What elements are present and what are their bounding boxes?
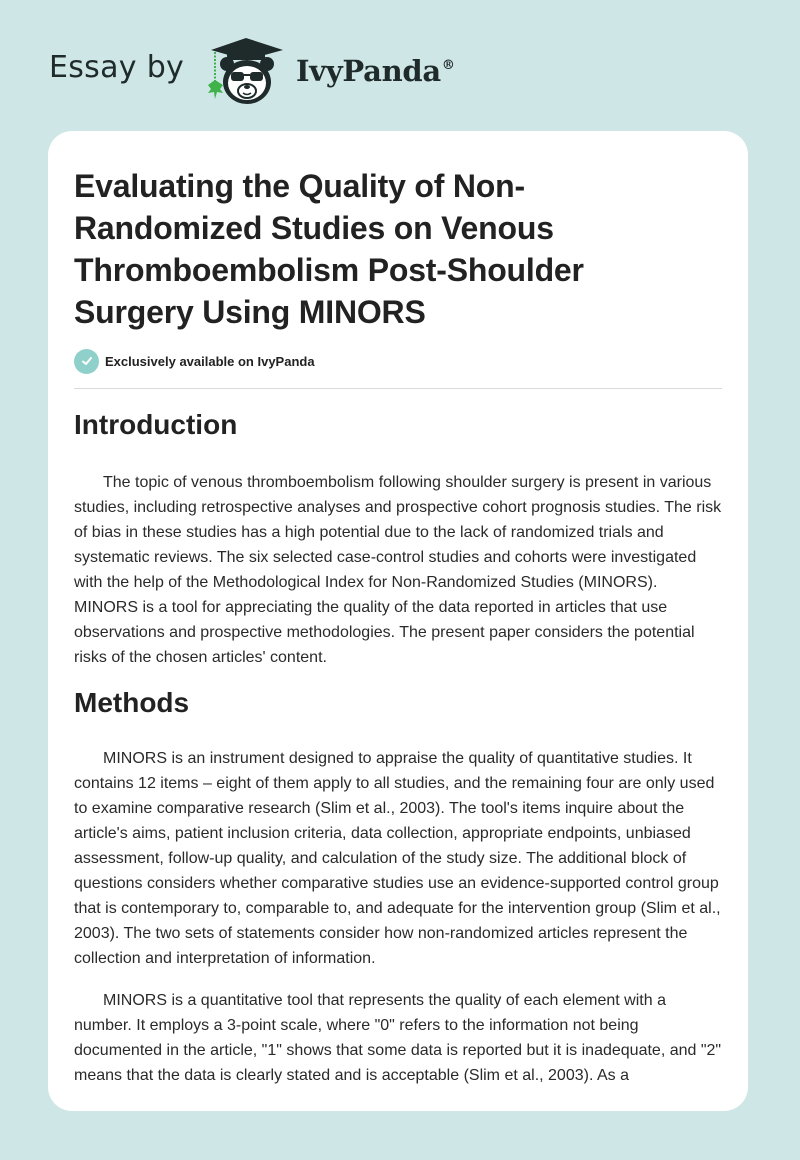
title-line: Randomized Studies on Venous: [74, 210, 554, 246]
panda-graduate-icon[interactable]: [203, 36, 288, 108]
essay-by-label: Essay by: [49, 50, 185, 85]
paragraph: The topic of venous thromboembolism following shoulder surgery is present in various studies, including retrospective analyses and prospective cohort prognosis studies. The risk of bias in these studies has a high potential due to the lack of randomized trials and systematic reviews. The six selected case-control studies and cohorts were investigated with the help of the Methodological Index for Non-Randomized Studies (MINORS). MINORS is a tool for appreciating the quality of the data reported in articles that use observations and prospective methodologies. The present paper considers the potential risks of the chosen articles' content.: [74, 474, 722, 666]
brand-name[interactable]: [296, 54, 455, 88]
title-line: Evaluating the Quality of Non-: [74, 168, 525, 204]
essay-card: [48, 131, 748, 1111]
section-heading-methods: Methods: [74, 687, 190, 718]
exclusive-badge: [74, 348, 315, 374]
title-line: Thromboembolism Post-Shoulder: [74, 252, 584, 288]
brand-text: IvyPanda: [296, 54, 441, 88]
exclusive-badge-label: Exclusively available on IvyPanda: [105, 353, 315, 369]
check-circle-icon: [74, 349, 99, 374]
section-heading-introduction: Introduction: [74, 409, 238, 440]
title-line: Surgery Using MINORS: [74, 294, 426, 330]
paragraph: MINORS is a quantitative tool that represents the quality of each element with a number. It employs a 3-point scale, where "0" refers to the information not being documented in the article, "1" shows that some data is reported but it is inadequate, and "2" means that the data is clearly stated and is acceptable (Slim et al., 2003). As a: [74, 992, 722, 1084]
page-title: [74, 165, 694, 333]
registered-mark: ®: [441, 58, 455, 73]
site-header: [0, 0, 800, 130]
paragraph: MINORS is an instrument designed to appraise the quality of quantitative studies. It contains 12 items – eight of them apply to all studies, and the remaining four are only used to examine comparative research (Slim et al., 2003). The tool's items inquire about the article's aims, patient inclusion criteria, data collection, appropriate endpoints, unbiased assessment, follow-up quality, and calculation of the study size. The additional block of questions considers whether comparative studies use an evidence-supported control group that is contemporary to, comparable to, and adequate for the intervention group (Slim et al., 2003). The two sets of statements consider how non-randomized articles represent the collection and interpretation of information.: [74, 750, 721, 967]
divider: [74, 388, 722, 389]
